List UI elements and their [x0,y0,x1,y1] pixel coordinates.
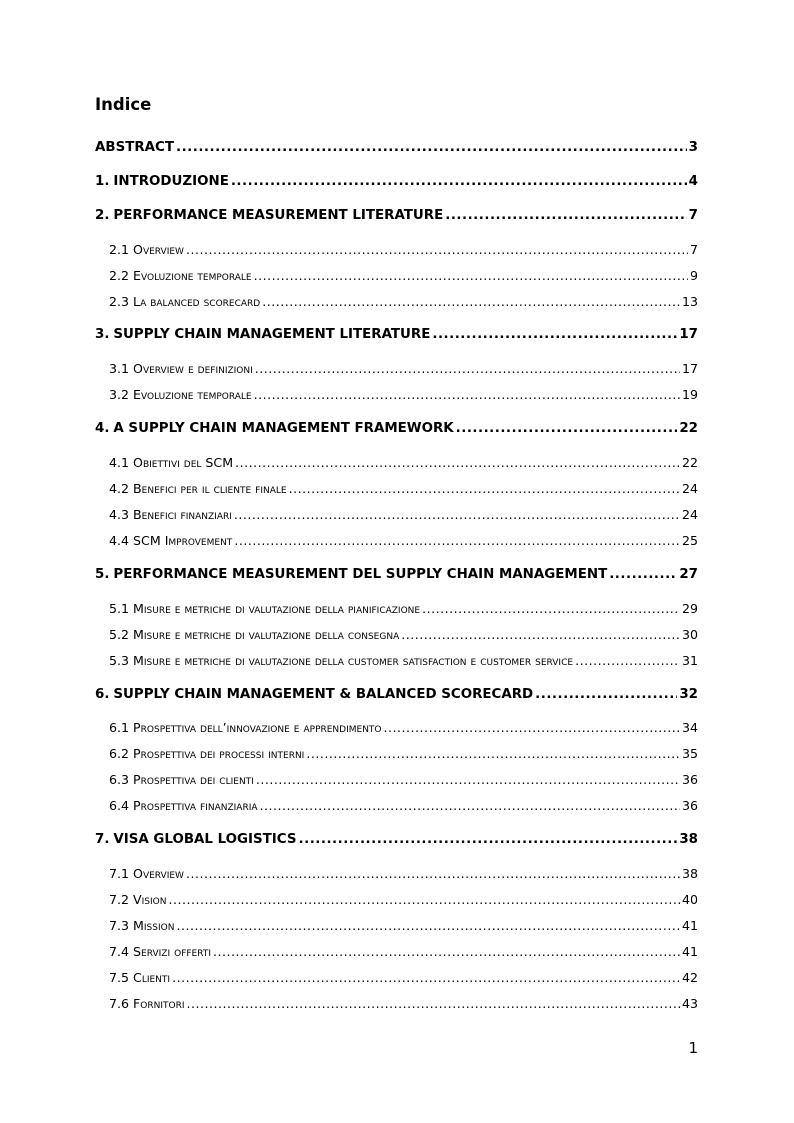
toc-entry-title: Evoluzione temporale [133,268,252,283]
toc-entry-title: Misure e metriche di valutazione della customer satisfaction e customer service [133,653,574,668]
toc-section-entry[interactable] [109,241,698,259]
toc-section-entry[interactable] [109,917,698,935]
toc-section-entry[interactable] [109,891,698,909]
toc-entry-label [109,267,252,285]
toc-entry-title: Prospettiva dei clienti [133,772,254,787]
toc-leader-dots [172,969,680,987]
toc-entry-page: 7 [688,208,698,223]
toc-entry-page: 17 [679,327,698,342]
toc-section-entry[interactable] [109,454,698,472]
toc-section-entry[interactable] [109,506,698,524]
toc-entry-label [109,745,304,763]
toc-entry-title: Benefici per il cliente finale [133,481,287,496]
toc-entry-label [109,480,287,498]
toc-leader-dots [609,566,677,584]
toc-leader-dots [213,943,680,961]
toc-entry-label [95,173,229,191]
toc-entry-page: 19 [681,387,698,402]
toc-entry-page: 29 [681,601,698,616]
toc-entry-number: 7.5 [109,970,130,985]
toc-entry-page: 24 [681,507,698,522]
toc-leader-dots [260,797,680,815]
toc-entry-page: 22 [679,421,698,436]
toc-entry-title: Overview [133,866,184,881]
toc-leader-dots [432,326,677,344]
toc-entry-label [109,969,170,987]
toc-entry-number: 7.4 [109,944,130,959]
toc-entry-number: 4.4 [109,533,130,548]
toc-entry-title: Overview e definizioni [133,361,253,376]
toc-entry-title: Evoluzione temporale [133,387,252,402]
toc-entry-page: 38 [681,866,698,881]
toc-entry-title: Overview [133,242,184,257]
toc-entry-title: Obiettivi del SCM [133,455,234,470]
toc-entry-title: PERFORMANCE MEASUREMENT DEL SUPPLY CHAIN MANAGEMENT [113,567,608,582]
toc-section-entry[interactable] [109,995,698,1013]
toc-leader-dots [234,506,680,524]
page-number: 1 [688,1039,698,1057]
toc-chapter-entry[interactable] [95,207,698,225]
toc-section-entry[interactable] [109,943,698,961]
toc-leader-dots [176,917,680,935]
toc-entry-label [95,566,607,584]
toc-entry-title: Misure e metriche di valutazione della pianificazione [133,601,421,616]
toc-leader-dots [256,771,680,789]
toc-leader-dots [289,480,680,498]
toc-entry-label [109,917,174,935]
toc-entry-number: 3. [95,327,110,342]
toc-leader-dots [235,454,680,472]
toc-entry-title: Fornitori [133,996,185,1011]
toc-entry-page: 30 [681,627,698,642]
toc-entry-title: Vision [133,892,167,907]
toc-entry-label [109,532,232,550]
toc-leader-dots [262,293,680,311]
toc-entry-title: SUPPLY CHAIN MANAGEMENT LITERATURE [113,327,431,342]
toc-section-entry[interactable] [109,386,698,404]
toc-entry-page: 35 [681,746,698,761]
toc-entry-title: Benefici finanziari [133,507,232,522]
toc-entry-label [109,386,252,404]
toc-entry-label [109,797,258,815]
toc-entry-label [109,943,211,961]
toc-leader-dots [186,241,688,259]
toc-section-entry[interactable] [109,532,698,550]
toc-entry-number: 5.1 [109,601,130,616]
toc-entry-number: 7.3 [109,918,130,933]
toc-leader-dots [254,267,688,285]
toc-entry-number: 2.1 [109,242,130,257]
toc-section-entry[interactable] [109,267,698,285]
toc-entry-title: VISA GLOBAL LOGISTICS [113,832,297,847]
toc-entry-number: 6. [95,687,110,702]
toc-entry-number: 2. [95,208,110,223]
toc-section-entry[interactable] [109,745,698,763]
toc-entry-title: Clienti [133,970,171,985]
toc-entry-label [95,420,454,438]
toc-chapter-entry[interactable] [95,326,698,344]
toc-chapter-entry[interactable] [95,139,698,157]
toc-entry-number: 7.6 [109,996,130,1011]
toc-entry-title: SUPPLY CHAIN MANAGEMENT & BALANCED SCORECARD [113,687,534,702]
toc-entry-page: 22 [681,455,698,470]
toc-entry-label [95,326,430,344]
toc-entry-title: SCM Improvement [133,533,233,548]
toc-entry-label [109,652,573,670]
toc-section-entry[interactable] [109,797,698,815]
toc-section-entry[interactable] [109,771,698,789]
toc-entry-label [109,891,167,909]
toc-entry-number: 5.2 [109,627,130,642]
toc-chapter-entry[interactable] [95,420,698,438]
toc-entry-page: 27 [679,567,698,582]
toc-entry-label [95,831,297,849]
toc-entry-title: Mission [133,918,175,933]
toc-entry-number: 2.2 [109,268,130,283]
toc-chapter-entry[interactable] [95,686,698,704]
toc-entry-title: Prospettiva dell’innovazione e apprendimento [133,720,382,735]
toc-section-entry[interactable] [109,969,698,987]
toc-section-entry[interactable] [109,865,698,883]
toc-entry-label [109,865,184,883]
toc-entry-title: A SUPPLY CHAIN MANAGEMENT FRAMEWORK [113,421,454,436]
toc-entry-label [109,771,254,789]
toc-entry-number: 3.1 [109,361,130,376]
toc-entry-number: 3.2 [109,387,130,402]
toc-entry-title: Prospettiva finanziaria [133,798,258,813]
toc-entry-label [109,360,253,378]
toc-entry-number: 7.2 [109,892,130,907]
toc-leader-dots [422,600,680,618]
toc-section-entry[interactable] [109,360,698,378]
toc-leader-dots [231,173,687,191]
toc-entry-label [95,139,174,157]
toc-entry-page: 3 [688,140,698,155]
toc-entry-page: 17 [681,361,698,376]
toc-leader-dots [401,626,680,644]
toc-leader-dots [169,891,680,909]
toc-entry-number: 4.3 [109,507,130,522]
toc-entry-number: 6.4 [109,798,130,813]
toc-section-entry[interactable] [109,480,698,498]
toc-entry-title: Servizi offerti [133,944,211,959]
toc-entry-page: 36 [681,772,698,787]
toc-leader-dots [187,995,680,1013]
toc-entry-number: 4. [95,421,110,436]
toc-leader-dots [234,532,680,550]
toc-entry-page: 32 [679,687,698,702]
toc-leader-dots [456,420,678,438]
toc-entry-number: 1. [95,174,110,189]
toc-entry-page: 25 [681,533,698,548]
toc-entry-label [109,719,382,737]
toc-leader-dots [535,686,677,704]
toc-leader-dots [254,386,680,404]
toc-entry-page: 31 [681,653,698,668]
toc-entry-label [95,686,533,704]
toc-entry-number: 2.3 [109,294,130,309]
toc-entry-number: 6.3 [109,772,130,787]
toc-entry-label [95,207,443,225]
toc-entry-label [109,995,185,1013]
toc-entry-title: Prospettiva dei processi interni [133,746,305,761]
toc-section-entry[interactable] [109,626,698,644]
toc-chapter-entry[interactable] [95,566,698,584]
toc-leader-dots [255,360,680,378]
toc-entry-page: 41 [681,944,698,959]
toc-entry-label [109,241,184,259]
toc-entry-label [109,600,420,618]
toc-entry-title: ABSTRACT [95,140,174,155]
toc-entry-page: 13 [681,294,698,309]
toc-entry-page: 42 [681,970,698,985]
toc-entry-page: 38 [679,832,698,847]
toc-entry-label [109,293,260,311]
toc-entry-title: La balanced scorecard [133,294,261,309]
toc-section-entry[interactable] [109,719,698,737]
toc-entry-number: 5. [95,567,110,582]
toc-leader-dots [445,207,686,225]
toc-leader-dots [384,719,680,737]
toc-entry-page: 24 [681,481,698,496]
toc-entry-page: 41 [681,918,698,933]
toc-entry-title: INTRODUZIONE [113,174,229,189]
toc-entry-label [109,626,399,644]
toc-entry-page: 9 [689,268,698,283]
toc-entry-number: 7.1 [109,866,130,881]
toc-leader-dots [575,652,680,670]
toc-entry-number: 4.2 [109,481,130,496]
toc-entry-page: 43 [681,996,698,1011]
toc-section-entry[interactable] [109,600,698,618]
toc-leader-dots [176,139,687,157]
toc-entry-number: 6.2 [109,746,130,761]
toc-entry-label [109,506,232,524]
toc-entry-number: 6.1 [109,720,130,735]
toc-section-entry[interactable] [109,652,698,670]
toc-section-entry[interactable] [109,293,698,311]
toc-entry-title: Misure e metriche di valutazione della consegna [133,627,400,642]
toc-entry-page: 34 [681,720,698,735]
toc-entry-page: 36 [681,798,698,813]
toc-leader-dots [186,865,680,883]
toc-entry-number: 4.1 [109,455,130,470]
toc-entry-number: 5.3 [109,653,130,668]
toc-entry-title: PERFORMANCE MEASUREMENT LITERATURE [113,208,444,223]
toc-entry-page: 4 [688,174,698,189]
toc-leader-dots [306,745,680,763]
toc-heading: Indice [95,95,152,114]
toc-entry-page: 7 [689,242,698,257]
toc-chapter-entry[interactable] [95,173,698,191]
toc-entry-label [109,454,233,472]
toc-entry-page: 40 [681,892,698,907]
toc-entry-number: 7. [95,832,110,847]
toc-chapter-entry[interactable] [95,831,698,849]
toc-leader-dots [299,831,678,849]
